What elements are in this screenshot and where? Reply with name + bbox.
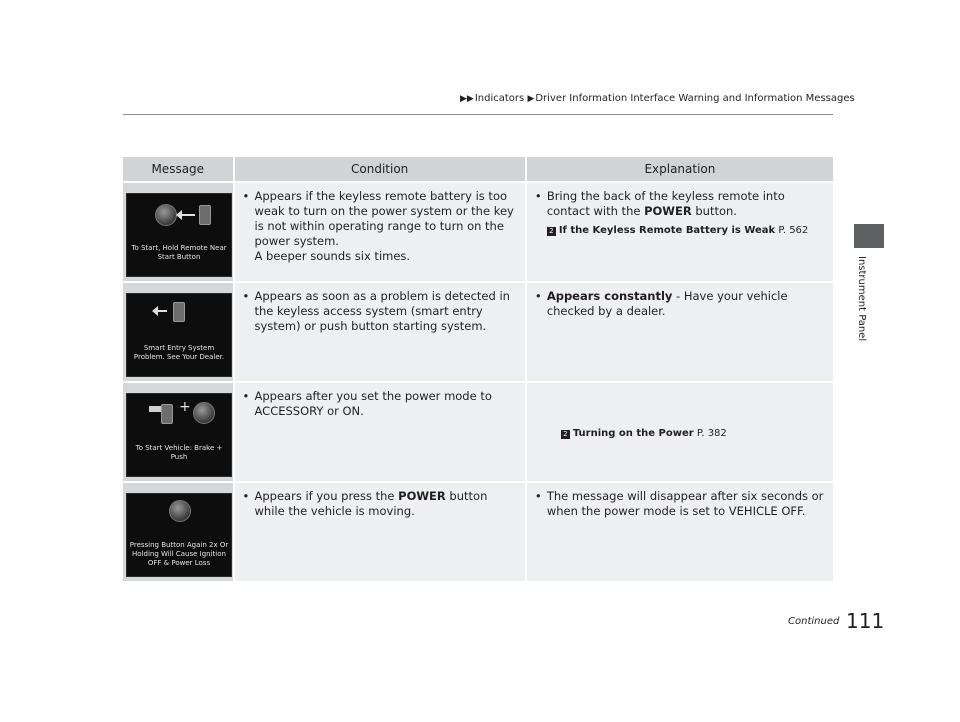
cross-reference-link[interactable]: [561, 426, 727, 441]
explanation-text-end: button.: [691, 204, 737, 218]
power-button-icon: [193, 402, 215, 424]
display-message-text: To Start Vehicle: Brake + Push: [135, 444, 223, 461]
explanation-cell: [525, 483, 833, 581]
condition-cell: [233, 483, 525, 581]
power-label: POWER: [398, 489, 446, 503]
message-image-cell: [123, 283, 233, 381]
section-tab: [854, 224, 884, 248]
cross-reference-link[interactable]: [535, 223, 825, 238]
display-screen-pressing-button: [126, 493, 232, 577]
explanation-emphasis: Appears constantly: [546, 289, 673, 303]
bullet-icon: •: [534, 489, 542, 503]
foot-icon: [161, 404, 173, 424]
power-button-icon: [155, 204, 177, 226]
condition-note: A beeper sounds six times.: [254, 249, 411, 263]
bullet-icon: •: [242, 289, 250, 303]
table-row: [123, 183, 833, 281]
condition-text: Appears after you set the power mode to ACCESSORY or ON.: [254, 389, 492, 418]
power-label: POWER: [644, 204, 692, 218]
section-label: Instrument Panel: [856, 256, 867, 342]
explanation-cell: [525, 283, 833, 381]
explanation-cell: [525, 383, 833, 481]
arrow-left-icon: [181, 214, 195, 216]
xref-page: P. 562: [775, 225, 809, 236]
header-explanation: Explanation: [525, 157, 833, 181]
bullet-icon: •: [534, 289, 542, 303]
explanation-text: The message will disappear after six seconds or when the power mode is set to VEHICLE OFF.: [546, 489, 824, 518]
table-row: [123, 383, 833, 481]
display-message-text: Smart Entry System Problem. See Your Dealer.: [133, 344, 225, 361]
xref-title: Turning on the Power: [572, 428, 694, 439]
display-screen-remote-battery: [126, 193, 232, 277]
bullet-icon: •: [534, 189, 542, 203]
condition-text-end: button while the vehicle is moving.: [254, 489, 488, 518]
display-message-text: Pressing Button Again 2x Or Holding Will Cause Ignition OFF & Power Loss: [129, 541, 229, 567]
breadcrumb-item-messages[interactable]: Driver Information Interface Warning and Information Messages: [535, 93, 855, 104]
key-fob-signal-icon: [173, 302, 185, 322]
table-row: [123, 483, 833, 581]
condition-cell: [233, 183, 525, 281]
page-number: 111: [846, 609, 885, 633]
messages-table: [123, 157, 833, 581]
header-message: Message: [123, 157, 233, 181]
display-screen-start-vehicle: [126, 393, 232, 477]
power-button-icon: [169, 500, 191, 522]
continued-label: Continued: [788, 616, 840, 627]
explanation-text: Bring the back of the keyless remote into contact with the: [546, 189, 785, 218]
table-row: [123, 283, 833, 381]
key-fob-icon: [199, 205, 211, 225]
message-image-cell: [123, 383, 233, 481]
breadcrumb-arrow-icon: ▶: [527, 94, 535, 104]
table-header-row: [123, 157, 833, 181]
breadcrumb: [460, 93, 855, 104]
header-condition: Condition: [233, 157, 525, 181]
bullet-icon: •: [242, 489, 250, 503]
breadcrumb-arrow-icon: ▶▶: [460, 94, 474, 104]
condition-cell: [233, 283, 525, 381]
breadcrumb-item-indicators[interactable]: Indicators: [474, 93, 525, 104]
reference-arrow-icon: 2: [547, 227, 556, 236]
display-screen-smart-entry: [126, 293, 232, 377]
condition-cell: [233, 383, 525, 481]
condition-text: Appears if you press the: [254, 489, 399, 503]
xref-title: If the Keyless Remote Battery is Weak: [558, 225, 776, 236]
xref-page: P. 382: [693, 428, 727, 439]
header-rule: [123, 114, 833, 115]
plus-icon: +: [179, 399, 191, 415]
condition-text: Appears as soon as a problem is detected in the keyless access system (smart entry system) or push button starting system.: [254, 289, 510, 333]
display-message-text: To Start, Hold Remote Near Start Button: [131, 244, 227, 261]
reference-arrow-icon: 2: [561, 430, 570, 439]
signal-arrow-icon: [157, 310, 167, 312]
explanation-text: - Have your vehicle checked by a dealer.: [546, 289, 788, 318]
condition-text: Appears if the keyless remote battery is too weak to turn on the power system or the key is not within operating range to turn on the power system.: [254, 189, 514, 248]
explanation-cell: [525, 183, 833, 281]
message-image-cell: [123, 183, 233, 281]
message-image-cell: [123, 483, 233, 581]
bullet-icon: •: [242, 189, 250, 203]
bullet-icon: •: [242, 389, 250, 403]
